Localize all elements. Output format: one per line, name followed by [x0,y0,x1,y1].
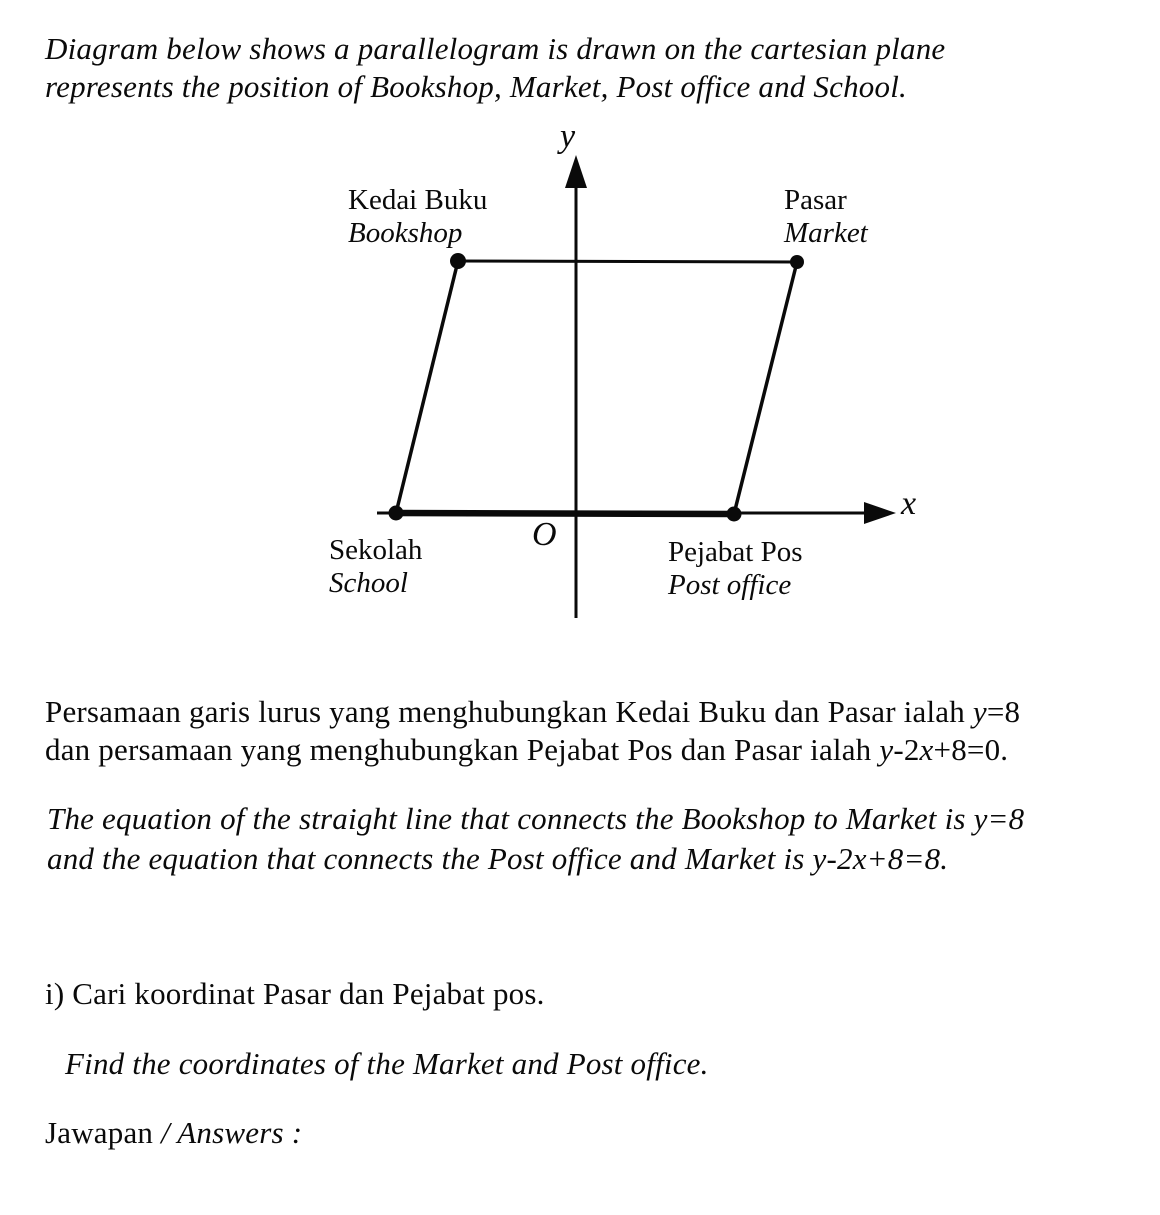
persamaan-eq2: +8=0. [933,732,1009,767]
question-malay: i) Cari koordinat Pasar dan Pejabat pos. [45,976,545,1011]
label-postoffice-english: Post office [668,569,792,601]
vertex-market [790,255,804,269]
answers-malay: Jawapan [45,1115,162,1150]
intro-line-1: Diagram below shows a parallelogram is drawn on the cartesian plane [45,31,946,66]
parallelogram-plot [0,125,1160,665]
label-market-english: Market [784,217,868,249]
persamaan-minus2: -2 [893,732,920,767]
vertex-postoffice [727,507,742,522]
vertex-school [389,506,404,521]
persamaan-paragraph [45,693,1020,769]
y-axis-arrowhead-icon [565,155,587,188]
question-english: Find the coordinates of the Market and Post office. [65,1046,709,1081]
label-market-malay: Pasar [784,184,847,216]
answers-heading [45,1114,302,1152]
edge-school-postoffice [396,513,734,514]
cartesian-diagram [0,118,1160,665]
edge-market-postoffice [734,262,797,514]
y-axis-label: y [560,118,576,155]
x-axis-label: x [901,485,917,522]
label-market [784,184,868,250]
edge-bookshop-school [396,261,458,513]
label-postoffice [668,536,803,602]
label-bookshop-malay: Kedai Buku [348,184,488,216]
label-school [329,534,422,600]
origin-label: O [532,516,557,553]
vertex-bookshop [450,253,466,269]
persamaan-text-2: dan persamaan yang menghubungkan Pejabat Pos dan Pasar ialah [45,732,880,767]
label-school-english: School [329,567,408,599]
equation-en-paragraph [47,799,1024,879]
label-bookshop [348,184,487,250]
persamaan-eq1: =8 [986,694,1021,729]
persamaan-text: Persamaan garis lurus yang menghubungkan Kedai Buku dan Pasar ialah [45,694,973,729]
x-axis-arrowhead-icon [864,502,896,524]
equation-en-line-2: and the equation that connects the Post office and Market is y-2x+8=8. [47,841,949,876]
label-postoffice-malay: Pejabat Pos [668,536,803,568]
intro-line-2: represents the position of Bookshop, Market, Post office and School. [45,69,907,104]
answers-english: / Answers : [161,1115,303,1150]
label-school-malay: Sekolah [329,534,423,566]
label-bookshop-english: Bookshop [348,217,463,249]
persamaan-var-x: x [919,732,934,767]
intro-paragraph [45,30,945,106]
equation-en-line-1: The equation of the straight line that connects the Bookshop to Market is y=8 [47,801,1025,836]
persamaan-var-y1: y [972,694,987,729]
edge-bookshop-market [458,261,797,262]
persamaan-var-y2: y [879,732,894,767]
